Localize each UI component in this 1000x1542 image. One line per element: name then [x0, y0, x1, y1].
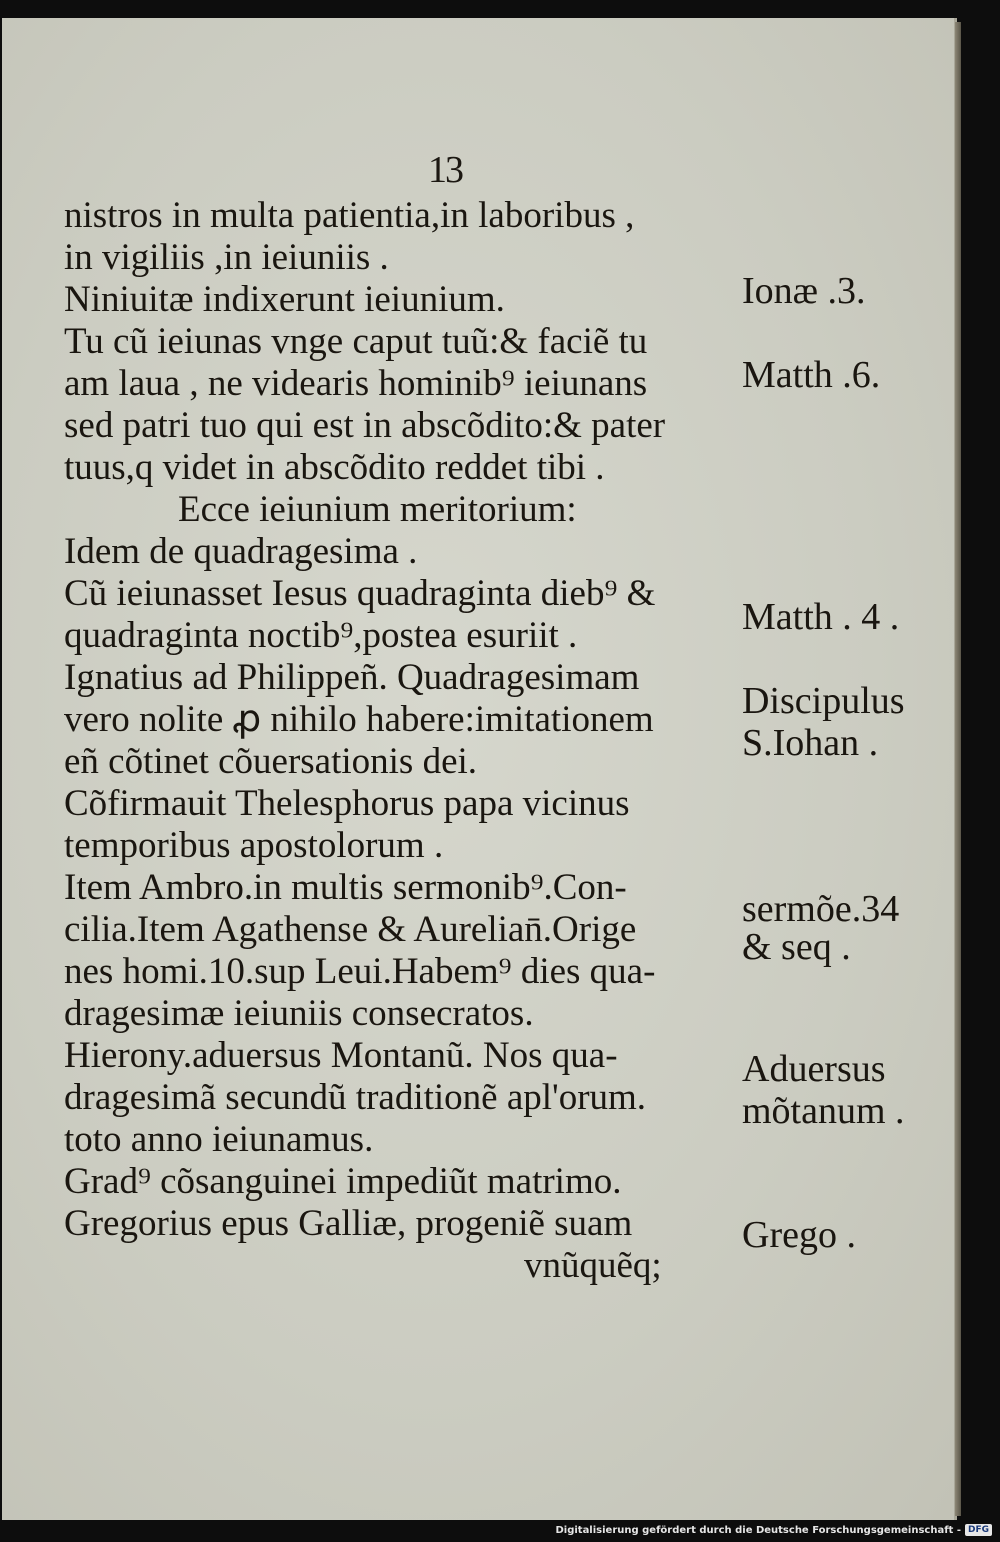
- text-line: Tu cũ ieiunas vnge caput tuũ:& faciẽ tu: [64, 321, 648, 362]
- text-line: Hierony.aduersus Montanũ. Nos qua-: [64, 1035, 618, 1076]
- margin-note-sermone: sermõe.34: [742, 888, 900, 930]
- text-line: Item Ambro.in multis sermonib⁹.Con-: [64, 867, 627, 908]
- catchword: vnũquẽq;: [524, 1245, 662, 1286]
- page-edge: [955, 22, 961, 1516]
- text-line: tuus,q videt in abscõdito reddet tibi .: [64, 447, 605, 488]
- text-line: dragesimæ ieiuniis consecratos.: [64, 993, 534, 1034]
- text-line: in vigiliis ,in ieiuniis .: [64, 237, 389, 278]
- margin-note-discipulus: Discipulus: [742, 680, 905, 722]
- text-line: cilia.Item Agathense & Aurelian̄.Orige: [64, 909, 637, 950]
- margin-note-montanum: mõtanum .: [742, 1090, 905, 1132]
- main-text-block: [64, 195, 736, 1287]
- text-line: nes homi.10.sup Leui.Habem⁹ dies qua-: [64, 951, 656, 992]
- text-line: sed patri tuo qui est in abscõdito:& pater: [64, 405, 666, 446]
- text-line: toto anno ieiunamus.: [64, 1119, 374, 1160]
- dfg-logo: DFG: [965, 1524, 992, 1536]
- text-line: quadraginta noctib⁹,postea esuriit .: [64, 615, 578, 656]
- text-line: Cõfirmauit Thelesphorus papa vicinus: [64, 783, 630, 824]
- text-line: nistros in multa patientia,in laboribus ,: [64, 195, 635, 236]
- text-line: am laua , ne videaris hominib⁹ ieiunans: [64, 363, 648, 404]
- text-line: dragesimã secundũ traditionẽ apl'orum.: [64, 1077, 647, 1118]
- page-number: 13: [428, 149, 462, 191]
- text-line: Ecce ieiunium meritorium:: [178, 489, 577, 530]
- text-line: temporibus apostolorum .: [64, 825, 444, 866]
- text-line: Ignatius ad Philippeñ. Quadragesimam: [64, 657, 640, 698]
- margin-note-grego: Grego .: [742, 1214, 856, 1256]
- digitization-credit: [555, 1522, 992, 1538]
- text-line: Niniuitæ indixerunt ieiunium.: [64, 279, 505, 320]
- margin-note-ionae: Ionæ .3.: [742, 270, 866, 312]
- credit-text: Digitalisierung gefördert durch die Deutsche Forschungsgemeinschaft -: [555, 1524, 961, 1536]
- margin-note-aduersus: Aduersus: [742, 1048, 886, 1090]
- text-line: eñ cõtinet cõuersationis dei.: [64, 741, 478, 782]
- text-line: Grad⁹ cõsanguinei impediũt matrimo.: [64, 1161, 622, 1202]
- text-line: Idem de quadragesima .: [64, 531, 418, 572]
- margin-note-matth-4: Matth . 4 .: [742, 596, 900, 638]
- margin-note-matth-6: Matth .6.: [742, 354, 881, 396]
- text-line: vero nolite ꝓ nihilo habere:imitationem: [64, 699, 654, 740]
- margin-note-s-iohan: S.Iohan .: [742, 722, 879, 764]
- margin-note-et-seq: & seq .: [742, 926, 851, 968]
- text-line: Gregorius epus Galliæ, progeniẽ suam: [64, 1203, 633, 1244]
- text-line: Cũ ieiunasset Iesus quadraginta dieb⁹ &: [64, 573, 656, 614]
